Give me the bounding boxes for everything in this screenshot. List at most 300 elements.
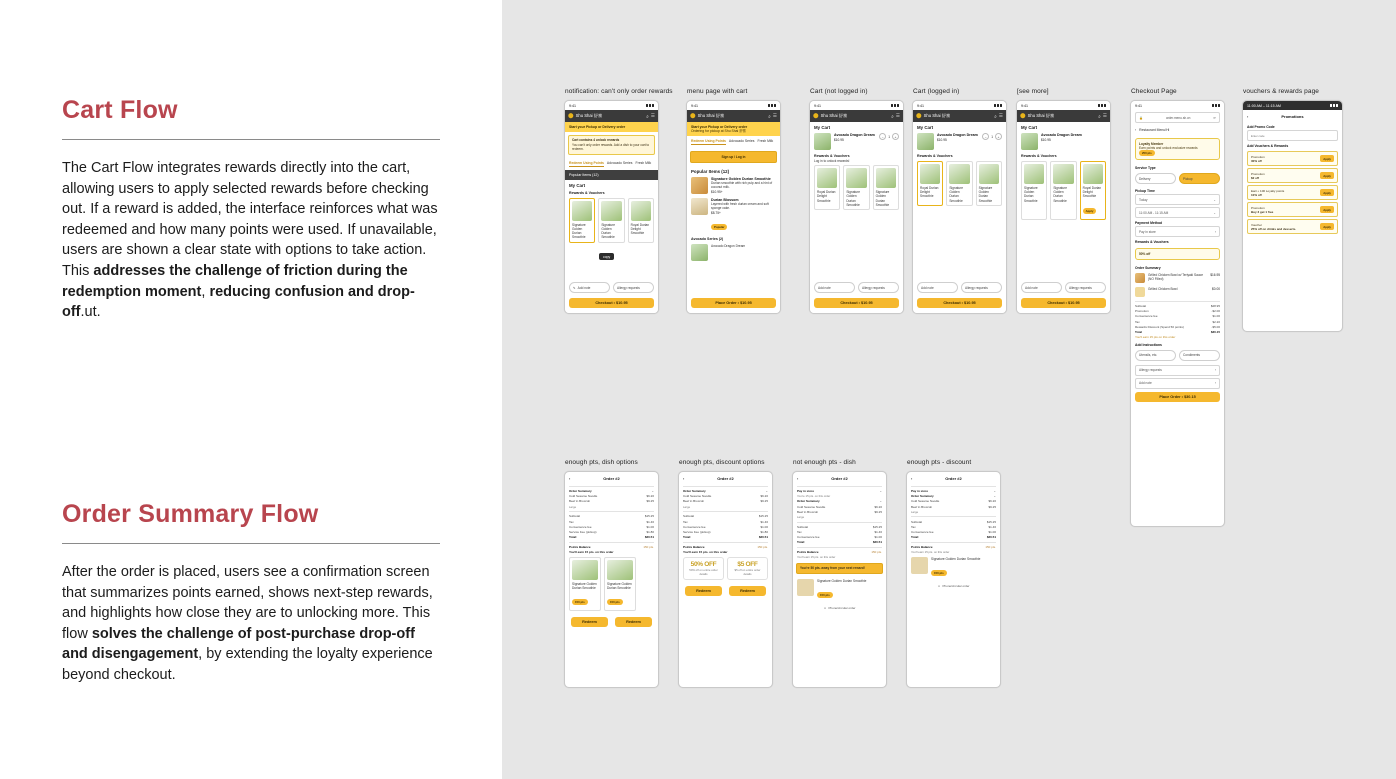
- order-summary-label: Order Summary: [911, 494, 934, 499]
- reward-name: Signature Golden Durian Smoothie: [978, 186, 993, 203]
- allergy-label: Allergy requests: [965, 285, 988, 290]
- earn-line: [793, 555, 886, 560]
- reward-card-list[interactable]: [810, 163, 903, 212]
- promo-sub: Ordering for pickup at Shu Shai 舒寨: [691, 129, 747, 134]
- reward-card[interactable]: [917, 161, 943, 206]
- search-icon[interactable]: ⌕: [1098, 113, 1101, 119]
- place-order-button[interactable]: Place Order • $30.15: [1135, 392, 1220, 402]
- cart-title: My Cart: [569, 182, 586, 188]
- total-label: Total: [1135, 330, 1142, 335]
- search-icon[interactable]: ⌕: [768, 113, 771, 119]
- cart-footer: [810, 280, 903, 313]
- back-chevron-icon[interactable]: ‹: [569, 476, 571, 481]
- points-balance-label: Points Balance: [569, 544, 591, 549]
- divider: [797, 486, 882, 487]
- reward-card[interactable]: [1021, 161, 1047, 220]
- chevron-right-icon: ›: [1214, 381, 1216, 386]
- menu-item[interactable]: [687, 242, 780, 263]
- cart-line-item[interactable]: [1017, 131, 1110, 152]
- group-label-not-enough-pts-dish: not enough pts - dish: [793, 459, 856, 466]
- pickup-label: Pickup: [1183, 176, 1193, 181]
- points-balance-label: Points Balance: [797, 549, 819, 554]
- order-button[interactable]: Place Order • $10.95: [691, 298, 776, 308]
- status-icons: [1098, 104, 1106, 107]
- pay-note-text: You're 15 pts. on this order: [797, 494, 831, 499]
- reward-options[interactable]: [565, 555, 658, 613]
- promo-line: Start your Pickup or Delivery order: [691, 124, 748, 129]
- add-note-button[interactable]: [917, 282, 958, 293]
- reward-card[interactable]: [1080, 161, 1106, 220]
- location-pin-icon: ⬤: [916, 113, 922, 119]
- reward-card[interactable]: [569, 557, 601, 611]
- add-note-field[interactable]: [1135, 378, 1220, 389]
- status-bar: [1017, 101, 1110, 110]
- tax-value: $2.20: [1212, 319, 1220, 324]
- subtotal-label: Subtotal: [569, 514, 581, 519]
- total-label: Total:: [683, 535, 691, 540]
- quantity-stepper[interactable]: [879, 133, 899, 140]
- order-item-price: $6.20: [874, 504, 882, 509]
- phone-enough-pts-dish: [564, 471, 659, 688]
- applied-reward-card[interactable]: [1135, 248, 1220, 260]
- utensils-checkbox[interactable]: [1135, 350, 1176, 361]
- note-buttons[interactable]: [913, 280, 1006, 295]
- cart-footer: [913, 280, 1006, 313]
- redeem-button[interactable]: Redeem: [615, 617, 652, 627]
- menu-icon[interactable]: ☰: [1102, 113, 1107, 118]
- total-row: [907, 535, 1000, 540]
- redeem-buttons[interactable]: [679, 582, 772, 600]
- reward-card[interactable]: [598, 198, 624, 243]
- cart-item-image: [814, 133, 831, 150]
- chevron-down-icon[interactable]: ⌄: [879, 499, 882, 504]
- order-title: Order #2: [831, 476, 848, 481]
- voucher-title: Promotion: [1251, 205, 1265, 210]
- cart-item-name: Avocado Dragon Dream: [834, 133, 875, 137]
- service-type-toggle[interactable]: [1131, 171, 1224, 186]
- order-item-price: $6.20: [646, 494, 654, 499]
- delivery-option[interactable]: [1135, 173, 1176, 184]
- order-item-name: Cold Sesame Noodle: [569, 494, 598, 499]
- group-enough-pts-discount: [906, 459, 1001, 688]
- apply-reward-button[interactable]: Apply: [1083, 208, 1097, 214]
- location-pin-icon: ⬤: [813, 113, 819, 119]
- note-buttons[interactable]: [565, 280, 658, 295]
- tab-redeem-points[interactable]: Redeem Using Points: [691, 139, 726, 144]
- checkout-button[interactable]: Checkout • $10.95: [814, 298, 899, 308]
- group-label-menu-cart: menu page with cart: [687, 88, 748, 95]
- pay-in-store-label: Pay in store: [911, 489, 929, 494]
- quantity-value: 1: [888, 134, 890, 139]
- fee-label: Convenience fee: [1135, 314, 1158, 319]
- discount-card[interactable]: [727, 557, 768, 580]
- pickup-slot-value: 11:00 AM - 11:15 AM: [1139, 210, 1169, 215]
- back-chevron-icon[interactable]: ‹: [1247, 114, 1249, 119]
- reward-card[interactable]: [628, 198, 654, 243]
- pickup-option[interactable]: [1179, 173, 1220, 184]
- earn-line-text: You'll earn 15 pts. on this order: [797, 555, 836, 560]
- condiments-label: Condiments: [1183, 353, 1201, 358]
- group-not-enough-pts-dish: [792, 459, 887, 688]
- category-tabs[interactable]: [687, 136, 780, 148]
- chevron-down-icon: ⌄: [1213, 197, 1216, 202]
- avocado-section-header: Avocado Series (2): [691, 236, 724, 241]
- tab-redeem-points[interactable]: Redeem Using Points: [569, 160, 604, 165]
- search-icon[interactable]: ⌕: [891, 113, 894, 119]
- decrease-quantity-button[interactable]: −: [982, 133, 989, 140]
- voucher-sub: 30% off: [1251, 158, 1262, 163]
- menu-item-name: Durian Blossom: [711, 197, 739, 202]
- applied-reward-value: 50% off: [1139, 252, 1151, 256]
- view-more-link[interactable]: [907, 581, 1000, 591]
- view-more-link[interactable]: [793, 603, 886, 613]
- status-bar: [565, 101, 658, 110]
- promo-code-placeholder: Enter code: [1251, 133, 1265, 138]
- discount-terms[interactable]: details: [743, 571, 752, 576]
- back-chevron-icon[interactable]: ‹: [683, 476, 685, 481]
- payment-method-select[interactable]: [1135, 226, 1220, 237]
- add-note-label: Add note: [1139, 381, 1152, 386]
- cart-footer: [565, 280, 658, 313]
- points-balance-value: 150 pts.: [643, 544, 654, 549]
- total-value: $20.51: [872, 540, 882, 545]
- rewards-header: Rewards & Vouchers: [814, 154, 850, 158]
- back-chevron-icon[interactable]: ‹: [911, 476, 913, 481]
- group-cart-logged-out: [809, 88, 904, 314]
- add-note-label: Add note: [818, 285, 831, 290]
- phone-checkout: [1130, 100, 1225, 527]
- voucher-row[interactable]: [1247, 185, 1338, 200]
- promotions-header: [1243, 110, 1342, 122]
- tab-avocado[interactable]: Advocado Series: [728, 139, 755, 144]
- order-title: Order #2: [717, 476, 734, 481]
- app-bar[interactable]: [913, 110, 1006, 122]
- subtotal-label: Subtotal: [797, 524, 809, 529]
- order-item-price: $9.25: [646, 499, 654, 504]
- tab-avocado[interactable]: Advocado Series: [606, 160, 633, 165]
- reward-card[interactable]: [946, 161, 972, 206]
- order-line-image: [1135, 273, 1145, 283]
- decrease-quantity-button[interactable]: −: [879, 133, 886, 140]
- category-tabs[interactable]: [565, 158, 658, 170]
- redeem-button[interactable]: Redeem: [729, 586, 766, 596]
- service-fee-value: $1.80: [646, 529, 654, 534]
- cart-item-image: [917, 133, 934, 150]
- redeem-button[interactable]: Redeem: [571, 617, 608, 627]
- back-chevron-icon[interactable]: ‹: [797, 476, 799, 481]
- app-bar[interactable]: [810, 110, 903, 122]
- reward-card[interactable]: [569, 198, 595, 243]
- apply-button[interactable]: Apply: [1320, 206, 1334, 213]
- voucher-row[interactable]: [1247, 202, 1338, 217]
- location-pin-icon: ⬤: [1020, 113, 1026, 119]
- tax-value: $1.46: [646, 519, 654, 524]
- total-label: Total:: [911, 535, 919, 540]
- fee-label: Convenience fee: [797, 535, 820, 540]
- points-balance-label: Points Balance: [683, 544, 705, 549]
- cart-item-name: Avocado Dragon Dream: [937, 133, 978, 137]
- banner-desc: You can't only order rewards. Add a dish to your cart to redeem.: [572, 142, 650, 151]
- tab-fresh-milk[interactable]: Fresh Milk: [635, 160, 652, 165]
- menu-item[interactable]: [687, 175, 780, 196]
- total-label: Total:: [797, 540, 805, 545]
- allergy-button[interactable]: [613, 282, 654, 293]
- chevron-right-icon: ›: [1214, 229, 1216, 234]
- group-label-cart-logged-in: Cart (logged in): [913, 88, 960, 95]
- order-item-name: Cold Sesame Noodle: [683, 494, 712, 499]
- pickup-day-select[interactable]: [1135, 194, 1220, 205]
- view-more-label: Phone/circular order: [828, 606, 856, 611]
- chevron-down-icon[interactable]: ⌄: [993, 494, 996, 499]
- popular-badge: Popular: [711, 224, 727, 230]
- cart-footer: [687, 295, 780, 313]
- utensils-label: Utensils, etc.: [1139, 353, 1158, 358]
- total-row: [793, 540, 886, 545]
- order-item-price: $6.20: [988, 499, 996, 504]
- tab-fresh-milk[interactable]: Fresh Milk: [757, 139, 774, 144]
- fee-value: $1.00: [1212, 314, 1220, 319]
- add-note-button[interactable]: [1021, 282, 1062, 293]
- reward-discount-label: Rewards Discount (Spend 50 points): [1135, 324, 1184, 329]
- checkout-button[interactable]: Checkout • $10.95: [917, 298, 1002, 308]
- status-time: 9:41: [691, 103, 698, 108]
- reward-name: Signature Golden Durian Smoothie: [607, 581, 632, 590]
- discount-options[interactable]: [679, 555, 772, 582]
- reward-discount-value: -$5.00: [1211, 324, 1220, 329]
- order-item-name: Beef in Broccoli: [797, 509, 818, 514]
- not-enough-points-banner: [796, 563, 883, 574]
- left-text-column: [0, 0, 502, 779]
- reward-name: Signature Golden Durian Smoothie: [1053, 186, 1067, 203]
- add-note-button[interactable]: [569, 282, 610, 293]
- menu-item[interactable]: [687, 196, 780, 235]
- allergy-requests-field[interactable]: [1135, 365, 1220, 376]
- allergy-button[interactable]: [858, 282, 899, 293]
- fee-label: Convenience fee: [683, 524, 706, 529]
- divider: [683, 511, 768, 512]
- pickup-promo-bar[interactable]: [565, 122, 658, 132]
- increase-quantity-button[interactable]: +: [892, 133, 899, 140]
- checkout-button[interactable]: Checkout • $10.95: [1021, 298, 1106, 308]
- quantity-stepper[interactable]: [982, 133, 1002, 140]
- reward-card[interactable]: [814, 165, 840, 210]
- search-icon[interactable]: ⌕: [994, 113, 997, 119]
- add-note-label: Add note: [921, 285, 934, 290]
- order-item-option: [907, 509, 1000, 514]
- pickup-slot-select[interactable]: [1135, 207, 1220, 218]
- browser-url-bar[interactable]: [1135, 112, 1220, 123]
- order-line: [1131, 285, 1224, 299]
- order-item-price: $9.25: [988, 504, 996, 509]
- pay-in-store-label: Pay in store: [797, 489, 815, 494]
- voucher-title: Earn • 100 Loyalty points: [1251, 188, 1285, 193]
- cart-title: My Cart: [1021, 125, 1038, 130]
- chevron-down-icon[interactable]: ⌄: [765, 489, 768, 494]
- add-note-button[interactable]: [814, 282, 855, 293]
- service-fee-value: $1.80: [760, 529, 768, 534]
- reward-card[interactable]: [873, 165, 899, 210]
- promo-code-input[interactable]: [1247, 130, 1338, 141]
- allergy-button[interactable]: [1065, 282, 1106, 293]
- order-item-option: [793, 514, 886, 519]
- order-item-option: [565, 504, 658, 509]
- group-promotions: [1242, 88, 1343, 332]
- menu-icon[interactable]: ☰: [895, 113, 900, 118]
- phone-menu-cart: [686, 100, 781, 314]
- quantity-value: 1: [991, 134, 993, 139]
- earn-line-text: You'll earn 15 pts. on this order: [569, 549, 614, 554]
- voucher-title: Promotion: [1251, 154, 1265, 159]
- apply-button[interactable]: Apply: [1320, 223, 1334, 230]
- menu-item-name: Avocado Dragon Dream: [711, 243, 746, 248]
- signup-login-button[interactable]: Sign up / Log in: [690, 151, 777, 162]
- order-item-name: Cold Sesame Noodle: [797, 504, 826, 509]
- apply-button[interactable]: Apply: [1320, 189, 1334, 196]
- note-buttons[interactable]: [1017, 280, 1110, 295]
- phone-icon: ☺: [823, 606, 827, 611]
- voucher-row[interactable]: [1247, 219, 1338, 234]
- allergy-button[interactable]: [961, 282, 1002, 293]
- loyalty-member-card[interactable]: [1135, 138, 1220, 160]
- pickup-promo-bar[interactable]: [687, 122, 780, 136]
- phone-notification: [564, 100, 659, 314]
- voucher-row[interactable]: [1247, 168, 1338, 183]
- cart-line-item[interactable]: [913, 131, 1006, 152]
- reward-name: Signature Golden Durian Smoothie: [846, 190, 860, 207]
- chevron-right-icon: ›: [1214, 368, 1216, 373]
- divider: [911, 542, 996, 543]
- order-item-option: [679, 504, 772, 509]
- reward-card[interactable]: [976, 161, 1002, 206]
- order-summary-label: Order Summary: [1135, 266, 1161, 270]
- tax-value: $1.46: [760, 519, 768, 524]
- reward-card[interactable]: [843, 165, 869, 210]
- apply-button[interactable]: Apply: [1320, 155, 1334, 162]
- search-icon[interactable]: ⌕: [646, 113, 649, 119]
- app-bar[interactable]: [1017, 110, 1110, 122]
- group-enough-pts-dish: [564, 459, 659, 688]
- total-value: $20.51: [644, 535, 654, 540]
- divider: [569, 542, 654, 543]
- cart-title: My Cart: [917, 125, 934, 130]
- discount-terms[interactable]: details: [699, 571, 708, 576]
- checkout-button[interactable]: Checkout • $10.95: [569, 298, 654, 308]
- status-icons: [646, 104, 654, 107]
- back-chevron-icon[interactable]: ‹: [1135, 128, 1137, 132]
- order-item-price: $6.20: [760, 494, 768, 499]
- tax-value: $1.46: [988, 524, 996, 529]
- refresh-icon[interactable]: ⟳: [1213, 115, 1216, 120]
- rewards-vouchers-label: Rewards & Vouchers: [1135, 240, 1169, 244]
- total-value: $20.51: [986, 535, 996, 540]
- subtotal-value: $15.25: [986, 519, 996, 524]
- status-time: 9:41: [917, 103, 924, 108]
- chevron-down-icon[interactable]: ⌄: [651, 489, 654, 494]
- condiments-checkbox[interactable]: [1179, 350, 1220, 361]
- group-see-more: [1016, 88, 1111, 314]
- reward-card[interactable]: [1050, 161, 1076, 220]
- increase-quantity-button[interactable]: +: [995, 133, 1002, 140]
- subtotal-label: Subtotal: [911, 519, 923, 524]
- redeem-button[interactable]: Redeem: [685, 586, 722, 596]
- total-row: [565, 535, 658, 540]
- voucher-title: Voucher: [1251, 222, 1263, 227]
- redeem-buttons[interactable]: [565, 613, 658, 631]
- total-value: $20.51: [758, 535, 768, 540]
- restaurant-menu-link[interactable]: Restaurant Menu/Hi: [1139, 128, 1170, 132]
- allergy-label: Allergy requests: [617, 285, 640, 290]
- group-cart-logged-in: [912, 88, 1007, 314]
- reward-image: [846, 168, 866, 188]
- reward-image: [607, 560, 633, 580]
- fee-value: $1.00: [988, 529, 996, 534]
- order-item-option-label: Large: [797, 515, 805, 520]
- cart-flow-body: The Cart Flow integrates rewards directly into the cart, allowing users to apply selected rewards before checking out. If a reward is added, the interface reinforces what was redeemed and how many points were used. If unavailable, users are shown a clear state with options to take action. This addresses the challenge of friction during the redemption moment, reducing confusion and drop-off.ut.: [62, 160, 438, 321]
- divider: [797, 547, 882, 548]
- reward-card[interactable]: [604, 557, 636, 611]
- url-text: order.menu.sh.cn: [1165, 115, 1191, 120]
- service-fee-label: Service Fee (pickup): [569, 529, 597, 534]
- chevron-down-icon[interactable]: ⌄: [879, 489, 882, 494]
- payment-method-label: Payment Method: [1135, 221, 1163, 225]
- brand-label: Shu Shai 舒寨: [923, 113, 951, 118]
- reward-card-list[interactable]: [1017, 159, 1110, 222]
- checkout-back-row[interactable]: [1131, 125, 1224, 135]
- bell-icon[interactable]: ☰: [650, 113, 655, 118]
- rewards-header: Rewards & Vouchers: [1021, 154, 1057, 158]
- subtotal-value: $15.25: [758, 514, 768, 519]
- discount-card[interactable]: [683, 557, 724, 580]
- cart-footer: [1017, 280, 1110, 313]
- menu-icon[interactable]: ☰: [772, 113, 777, 118]
- app-bar[interactable]: [565, 110, 658, 122]
- view-more-label: Phone/circular order: [942, 583, 970, 588]
- service-fee-label: Service Fee (pickup): [683, 529, 711, 534]
- reward-name: Signature Golden Durian Smoothie: [572, 581, 597, 590]
- app-bar[interactable]: [687, 110, 780, 122]
- menu-item-desc: Layered with fresh durian cream and soft sponge cake.: [711, 202, 769, 211]
- voucher-row[interactable]: [1247, 151, 1338, 166]
- divider: [1135, 301, 1220, 302]
- status-time: 9:41: [569, 103, 576, 108]
- cart-line-item[interactable]: [810, 131, 903, 152]
- rewards-header: Rewards & Vouchers: [569, 190, 605, 195]
- locked-reward-name: Signature Golden Durian Smoothie: [817, 579, 867, 584]
- group-label-enough-pts-discount-options: enough pts, discount options: [679, 459, 765, 466]
- popular-items-header: Popular Items (12): [691, 168, 730, 174]
- order-line: [1131, 271, 1224, 285]
- status-icons: [1330, 104, 1338, 107]
- divider: [683, 542, 768, 543]
- brand-label: Shu Shai 舒寨: [697, 113, 725, 118]
- brand-label: Shu Shai 舒寨: [820, 113, 848, 118]
- divider: [683, 486, 768, 487]
- note-buttons[interactable]: [810, 280, 903, 295]
- order-item-name: Beef in Broccoli: [569, 499, 590, 504]
- order-header: [679, 472, 772, 484]
- mockup-board: [502, 0, 1396, 779]
- chevron-down-icon[interactable]: ⌄: [993, 489, 996, 494]
- group-label-enough-pts-discount: enough pts - discount: [907, 459, 972, 466]
- reward-card-list[interactable]: [913, 159, 1006, 208]
- menu-icon[interactable]: ☰: [998, 113, 1003, 118]
- fee-value: $1.00: [646, 524, 654, 529]
- apply-button[interactable]: Apply: [1320, 172, 1334, 179]
- tax-label: Tax: [911, 524, 916, 529]
- reward-card-list[interactable]: [565, 196, 658, 245]
- order-item-price: $9.25: [760, 499, 768, 504]
- instruction-options[interactable]: [1131, 348, 1224, 363]
